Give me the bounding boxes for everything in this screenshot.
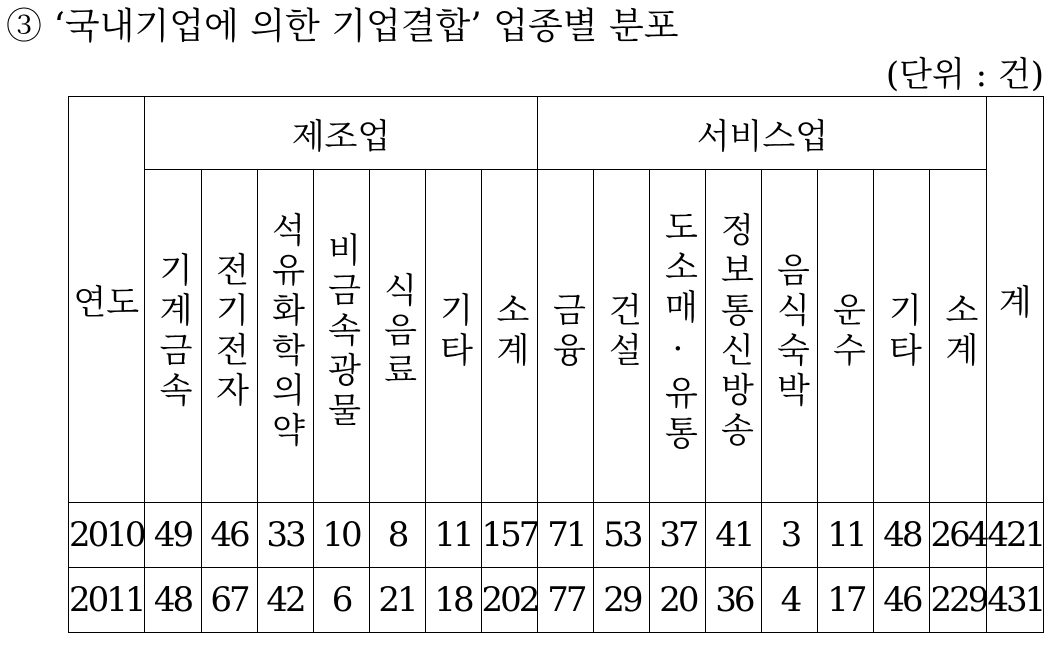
value-cell: 48 [874, 503, 930, 568]
value-cell: 29 [594, 568, 650, 633]
value-cell: 41 [706, 503, 762, 568]
total-cell: 431 [987, 568, 1044, 633]
column-header: 금융 [538, 170, 594, 503]
column-header: 전기전자 [201, 170, 257, 503]
column-header: 도소매·유통 [650, 170, 706, 503]
value-cell: 157 [481, 503, 538, 568]
value-cell: 202 [481, 568, 538, 633]
column-header: 건설 [594, 170, 650, 503]
value-cell: 6 [313, 568, 369, 633]
total-cell: 421 [987, 503, 1044, 568]
total-header: 계 [987, 97, 1044, 503]
table-row [69, 503, 1044, 568]
column-header: 운수 [818, 170, 874, 503]
value-cell: 229 [930, 568, 987, 633]
value-cell: 264 [930, 503, 987, 568]
value-cell: 33 [257, 503, 313, 568]
value-cell: 10 [313, 503, 369, 568]
value-cell: 20 [650, 568, 706, 633]
column-header: 석유화학의약 [257, 170, 313, 503]
year-cell: 2011 [69, 568, 145, 633]
column-header: 음식숙박 [762, 170, 818, 503]
value-cell: 18 [425, 568, 481, 633]
value-cell: 4 [762, 568, 818, 633]
value-cell: 3 [762, 503, 818, 568]
value-cell: 48 [144, 568, 201, 633]
column-header: 식음료 [369, 170, 425, 503]
column-header: 비금속광물 [313, 170, 369, 503]
column-header: 기계금속 [144, 170, 201, 503]
year-cell: 2010 [69, 503, 145, 568]
group-header-row [69, 97, 1044, 170]
value-cell: 77 [538, 568, 594, 633]
value-cell: 42 [257, 568, 313, 633]
table-row [69, 568, 1044, 633]
value-cell: 49 [144, 503, 201, 568]
column-header: 정보통신방송 [706, 170, 762, 503]
value-cell: 11 [425, 503, 481, 568]
value-cell: 36 [706, 568, 762, 633]
column-header: 소계 [930, 170, 987, 503]
value-cell: 11 [818, 503, 874, 568]
industry-distribution-table [68, 96, 1044, 633]
value-cell: 46 [874, 568, 930, 633]
value-cell: 53 [594, 503, 650, 568]
value-cell: 21 [369, 568, 425, 633]
column-header: 기타 [874, 170, 930, 503]
group-header-service: 서비스업 [538, 97, 987, 170]
unit-label: (단위 : 건) [885, 55, 1044, 95]
section-title: ③ ‘국내기업에 의한 기업결합’ 업종별 분포 [6, 6, 679, 47]
column-header-row [69, 170, 1044, 503]
value-cell: 46 [201, 503, 257, 568]
value-cell: 71 [538, 503, 594, 568]
year-header: 연도 [69, 97, 145, 503]
column-header: 소계 [481, 170, 538, 503]
value-cell: 17 [818, 568, 874, 633]
value-cell: 8 [369, 503, 425, 568]
column-header: 기타 [425, 170, 481, 503]
value-cell: 37 [650, 503, 706, 568]
group-header-manufacturing: 제조업 [144, 97, 538, 170]
value-cell: 67 [201, 568, 257, 633]
